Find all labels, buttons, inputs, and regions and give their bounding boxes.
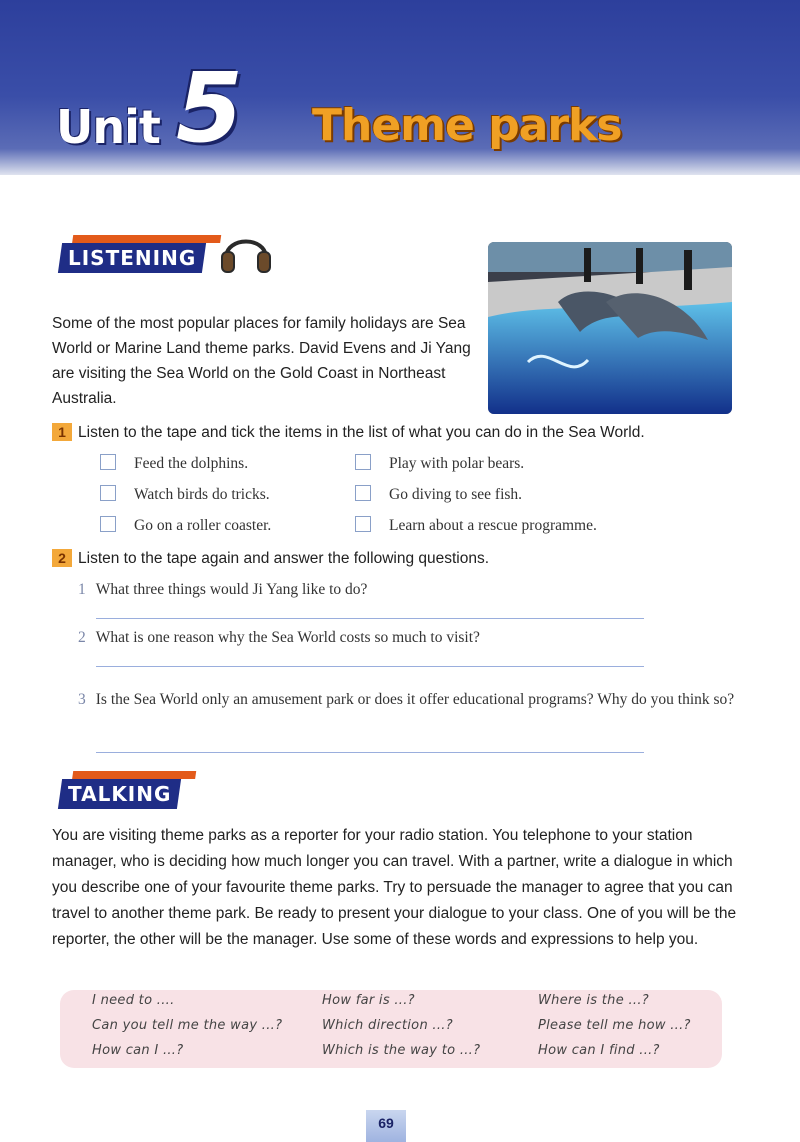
phrase: Can you tell me the way ...? [92,1018,283,1033]
sub-question: 3 Is the Sea World only an amusement park or does it offer educational programs? Why do you think so? [78,691,735,708]
sub-question: 2 What is one reason why the Sea World costs so much to visit? [78,629,480,646]
question-2-badge: 2 [52,549,72,567]
page-number: 69 [366,1110,406,1142]
phrase: How far is ...? [322,993,415,1008]
answer-line[interactable] [96,666,644,667]
unit-number: 5 [176,52,243,164]
checklist-item[interactable]: Learn about a rescue programme. [355,516,597,535]
checkbox[interactable] [100,454,116,470]
listening-heading: LISTENING [58,243,206,273]
listening-intro: Some of the most popular places for family holidays are Sea World or Marine Land theme parks. David Evens and Ji Yang are visiting the Sea World on the Gold Coast in Northeast Australia. [52,315,471,407]
checklist-item[interactable]: Play with polar bears. [355,454,524,473]
checkbox[interactable] [355,516,371,532]
phrase: Please tell me how ...? [538,1018,691,1033]
phrase: Where is the ...? [538,993,649,1008]
dolphin-show-photo [488,242,732,414]
phrase: How can I find ...? [538,1043,660,1058]
checklist-item[interactable]: Feed the dolphins. [100,454,248,473]
checklist-item[interactable]: Go diving to see fish. [355,485,522,504]
phrase: I need to .... [92,993,175,1008]
question-2 [52,549,489,568]
question-1-badge: 1 [52,423,72,441]
checkbox[interactable] [100,516,116,532]
phrase: Which is the way to ...? [322,1043,481,1058]
talking-heading: TALKING [58,779,182,809]
sub-question: 1 What three things would Ji Yang like to do? [78,581,368,598]
checkbox[interactable] [355,485,371,501]
unit-title: Theme parks [312,100,622,151]
phrase: How can I ...? [92,1043,184,1058]
question-1-text: Listen to the tape and tick the items in the list of what you can do in the Sea World. [78,424,645,441]
question-2-text: Listen to the tape again and answer the following questions. [78,550,490,567]
checklist-item[interactable]: Go on a roller coaster. [100,516,271,535]
checklist-item[interactable]: Watch birds do tricks. [100,485,270,504]
talking-instructions: You are visiting theme parks as a reporter for your radio station. You telephone to your station manager, who is deciding how much longer you can travel. With a partner, write a dialogue in which you describe one of your favourite theme parks. Try to persuade the manager to agree that you can travel to another theme park. Be ready to present your dialogue to your class. One of you will be the reporter, the other will be the manager. Use some of these words and expressions to help you. [52,827,737,948]
answer-line[interactable] [96,752,644,753]
checkbox[interactable] [355,454,371,470]
question-1 [52,423,645,442]
checkbox[interactable] [100,485,116,501]
headphones-icon [218,228,274,276]
unit-word: Unit [56,100,160,154]
phrase: Which direction ...? [322,1018,453,1033]
answer-line[interactable] [96,618,644,619]
